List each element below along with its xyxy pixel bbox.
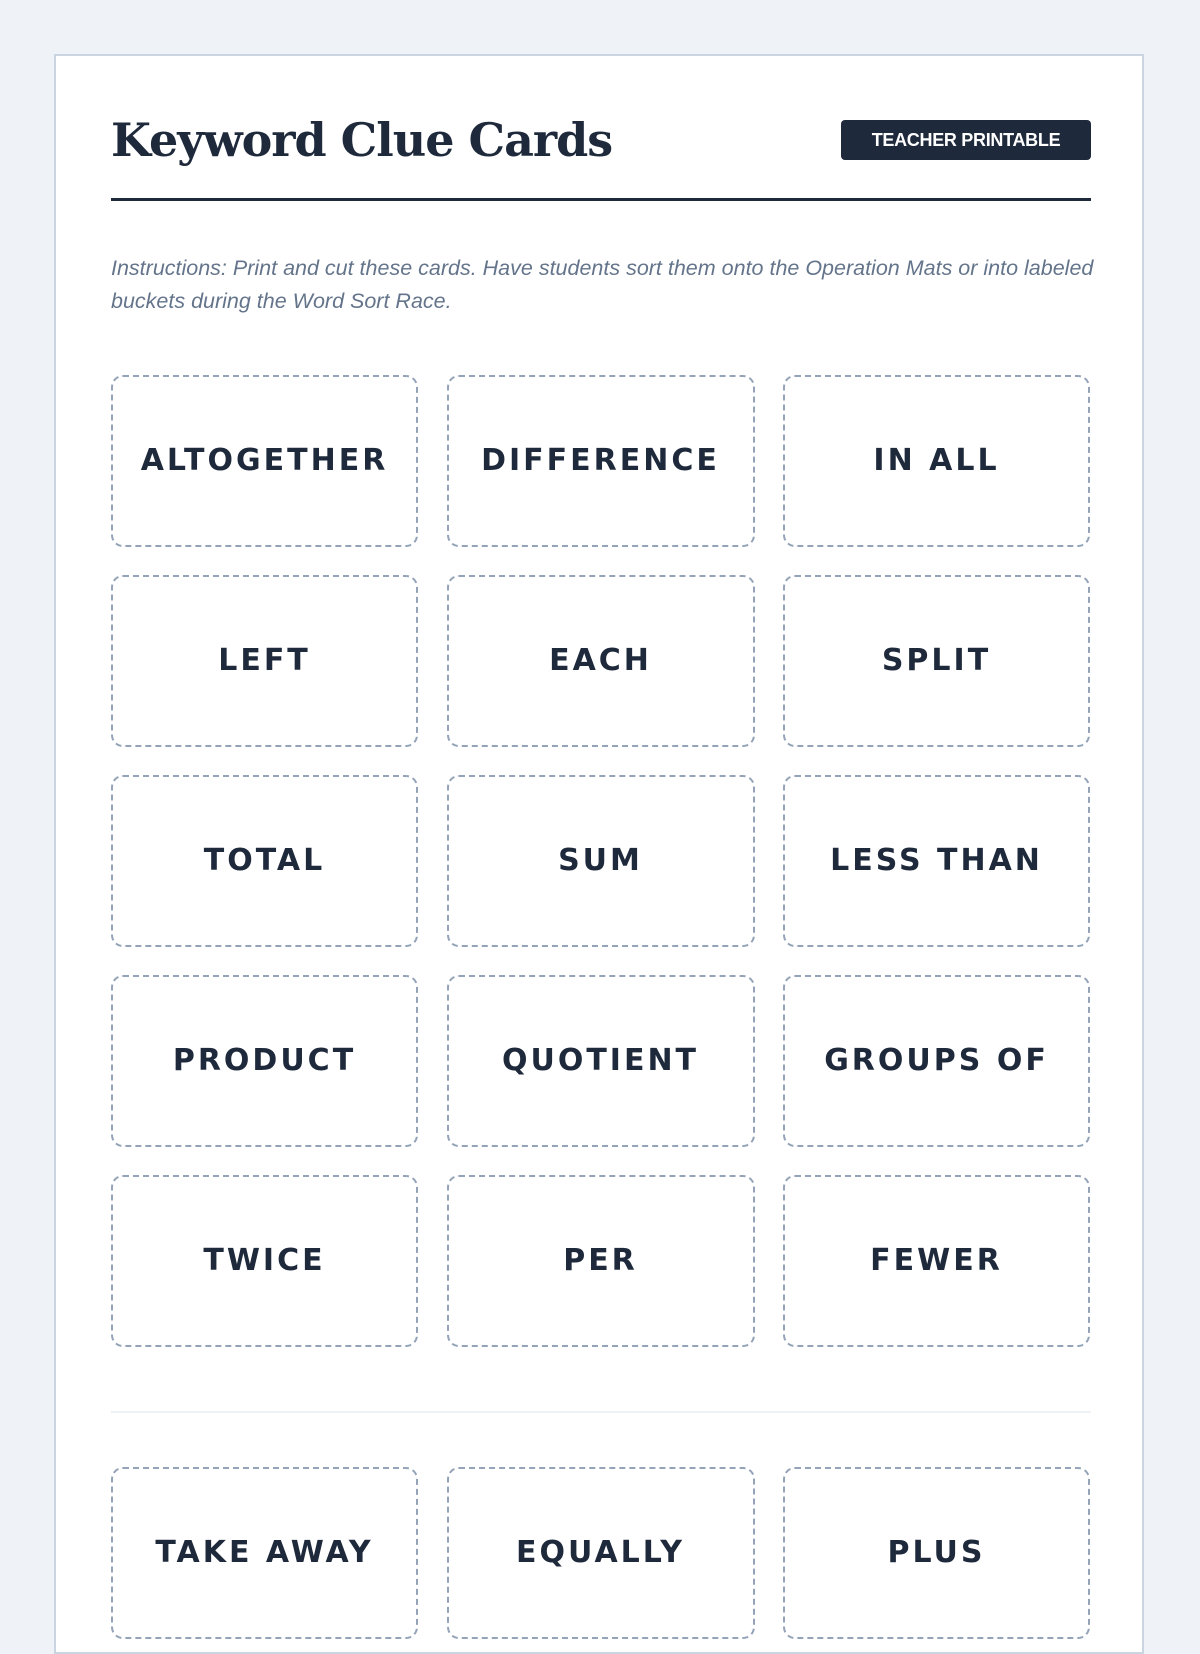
clue-card (111, 375, 418, 547)
clue-card-grid-second-sheet (111, 1467, 1091, 1639)
clue-card-label: TOTAL (203, 843, 326, 878)
clue-card (783, 1467, 1090, 1639)
clue-card-label: PER (563, 1243, 638, 1278)
clue-card (783, 975, 1090, 1147)
clue-card (783, 575, 1090, 747)
sheet-header (111, 112, 1091, 201)
teacher-printable-badge: TEACHER PRINTABLE (841, 120, 1091, 160)
page-divider (111, 1411, 1091, 1413)
page-title: Keyword Clue Cards (111, 113, 613, 167)
printable-sheet (54, 54, 1144, 1654)
clue-card-label: LEFT (218, 643, 311, 678)
clue-card (111, 1467, 418, 1639)
clue-card-label: IN ALL (873, 443, 1000, 478)
clue-card-label: FEWER (870, 1243, 1003, 1278)
clue-card-label: QUOTIENT (501, 1043, 700, 1078)
clue-card-label: PRODUCT (172, 1043, 357, 1078)
clue-card-label: DIFFERENCE (481, 443, 720, 478)
clue-card (447, 775, 755, 947)
clue-card-label: ALTOGETHER (140, 443, 389, 478)
clue-card-label: PLUS (887, 1535, 986, 1570)
clue-card (447, 375, 755, 547)
clue-card (447, 575, 755, 747)
clue-card (111, 775, 418, 947)
clue-card-label: GROUPS OF (824, 1043, 1049, 1078)
clue-card (111, 1175, 418, 1347)
clue-card-label: SPLIT (881, 643, 992, 678)
clue-card-label: EACH (549, 643, 652, 678)
clue-card-grid (111, 375, 1091, 1347)
clue-card-label: TAKE AWAY (155, 1535, 374, 1570)
instructions-text: Instructions: Print and cut these cards. Have students sort them onto the Operation Mats or into labeled buckets during the Word Sort Race. (111, 256, 1094, 313)
clue-card (447, 975, 755, 1147)
clue-card (447, 1175, 755, 1347)
clue-card (783, 375, 1090, 547)
clue-card (447, 1467, 755, 1639)
clue-card-label: SUM (558, 843, 643, 878)
clue-card (783, 775, 1090, 947)
clue-card (111, 575, 418, 747)
clue-card (111, 975, 418, 1147)
clue-card (783, 1175, 1090, 1347)
clue-card-label: TWICE (203, 1243, 326, 1278)
clue-card-label: EQUALLY (516, 1535, 685, 1570)
clue-card-label: LESS THAN (830, 843, 1043, 878)
